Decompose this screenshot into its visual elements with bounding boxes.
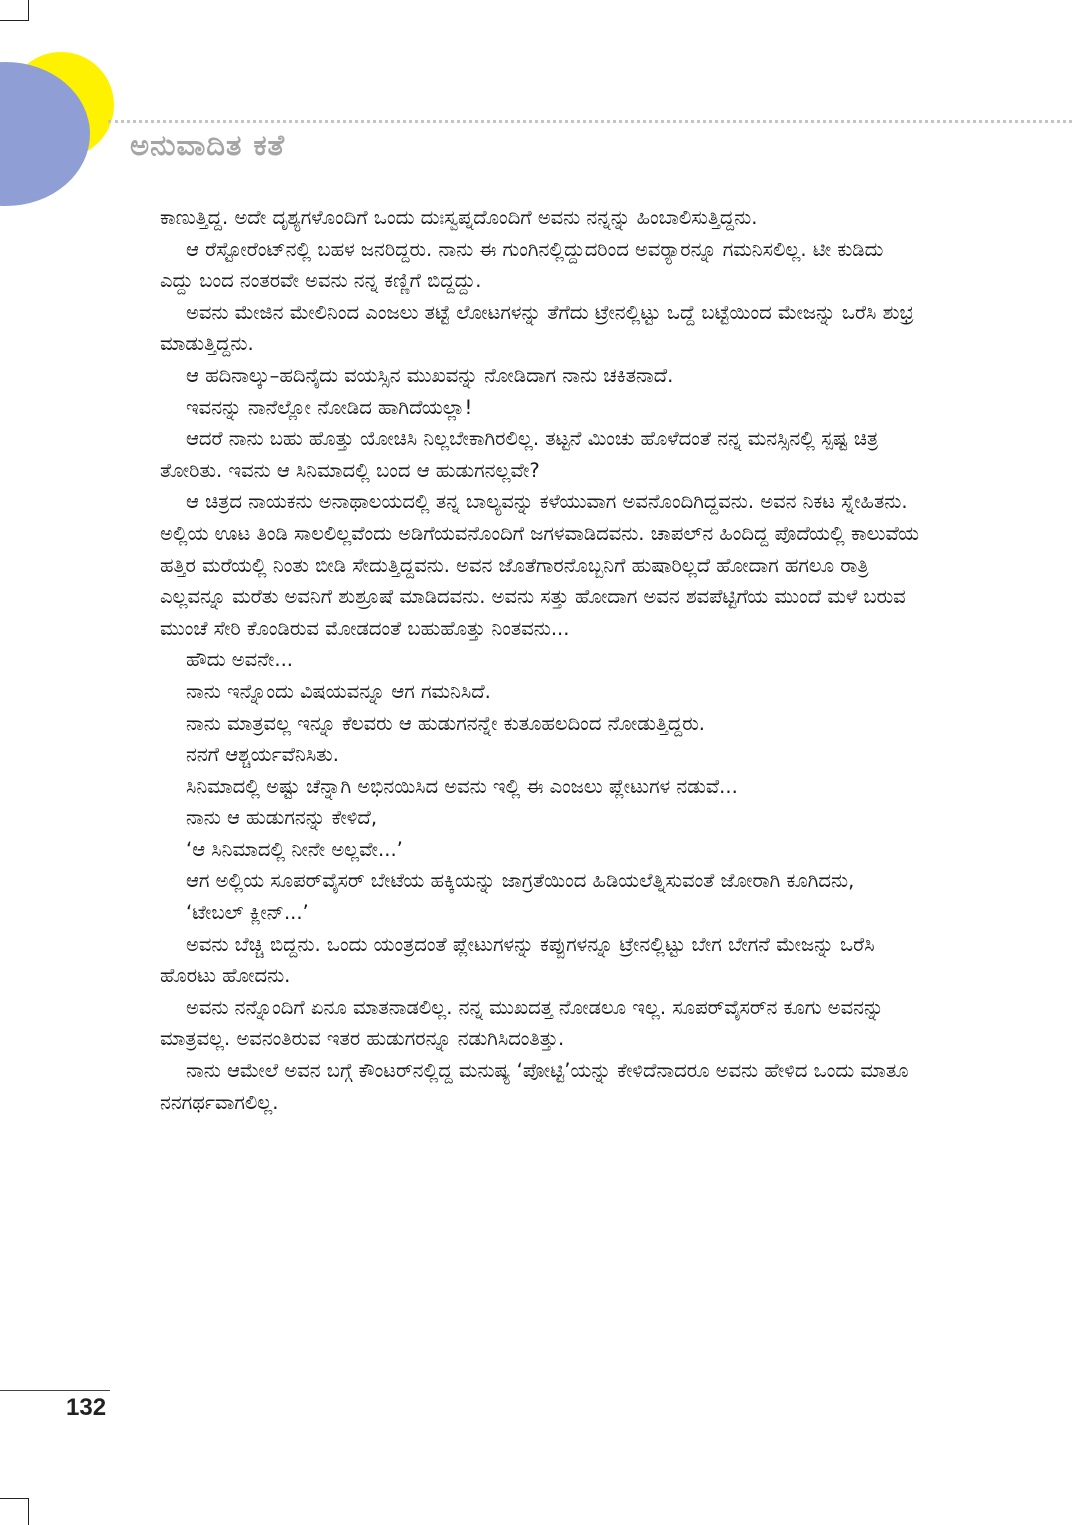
crop-mark-top	[28, 0, 29, 20]
paragraph: ‘ಆ ಸಿನಿಮಾದಲ್ಲಿ ನೀನೇ ಅಲ್ಲವೇ...’	[186, 837, 403, 861]
paragraph: ಆ ಚಿತ್ರದ ನಾಯಕನು ಅನಾಥಾಲಯದಲ್ಲಿ ತನ್ನ ಬಾಲ್ಯವನ್ನು ಕಳೆಯುವಾಗ ಅವನೊಂದಿಗಿದ್ದವನು. ಅವನ ನಿಕಟ ಸ್ನೇಹಿತನು. ಅಲ್ಲಿಯ ಊಟ ತಿಂಡಿ ಸಾಲಲಿಲ್ಲವೆಂದು ಅಡಿಗೆಯವನೊಂದಿಗೆ ಜಗಳವಾಡಿದವನು. ಚಾಪಲ್‌ನ ಹಿಂದಿದ್ದ ಪೊದೆಯಲ್ಲಿ ಕಾಲುವೆಯ ಹತ್ತಿರ ಮರೆಯಲ್ಲಿ ನಿಂತು ಬೀಡಿ ಸೇದುತ್ತಿದ್ದವನು. ಅವನ ಜೊತೆಗಾರನೊಬ್ಬನಿಗೆ ಹುಷಾರಿಲ್ಲದೆ ಹೋದಾಗ ಹಗಲೂ ರಾತ್ರಿ ಎಲ್ಲವನ್ನೂ ಮರೆತು ಅವನಿಗೆ ಶುಶ್ರೂಷೆ ಮಾಡಿದವನು. ಅವನು ಸತ್ತು ಹೋದಾಗ ಅವನ ಶವಪೆಟ್ಟಿಗೆಯ ಮುಂದೆ ಮಳೆ ಬರುವ ಮುಂಚೆ ಸೇರಿ ಕೊಂಡಿರುವ ಮೋಡದಂತೆ ಬಹುಹೊತ್ತು ನಿಂತವನು...	[160, 490, 920, 640]
paragraph: ಹೌದು ಅವನೇ...	[186, 648, 293, 672]
paragraph: ಸಿನಿಮಾದಲ್ಲಿ ಅಷ್ಟು ಚೆನ್ನಾಗಿ ಅಭಿನಯಿಸಿದ ಅವನು ಇಲ್ಲಿ ಈ ಎಂಜಲು ಪ್ಲೇಟುಗಳ ನಡುವೆ...	[186, 774, 738, 798]
page-number: 132	[66, 1394, 107, 1421]
paragraph: ಅವನು ಬೆಚ್ಚಿ ಬಿದ್ದನು. ಒಂದು ಯಂತ್ರದಂತೆ ಪ್ಲೇಟುಗಳನ್ನು ಕಪ್ಪುಗಳನ್ನೂ ಟ್ರೇನಲ್ಲಿಟ್ಟು ಬೇಗ ಬೇಗನೆ ಮೇಜನ್ನು ಒರೆಸಿ ಹೊರಟು ಹೋದನು.	[160, 932, 875, 988]
story-body	[160, 202, 920, 1118]
paragraph: ಆ ರೆಸ್ಟೋರೆಂಟ್‌ನಲ್ಲಿ ಬಹಳ ಜನರಿದ್ದರು. ನಾನು ಈ ಗುಂಗಿನಲ್ಲಿದ್ದುದರಿಂದ ಅವರ್‍ಯಾರನ್ನೂ ಗಮನಿಸಲಿಲ್ಲ. ಟೀ ಕುಡಿದು ಎದ್ದು ಬಂದ ನಂತರವೇ ಅವನು ನನ್ನ ಕಣ್ಣಿಗೆ ಬಿದ್ದದ್ದು.	[160, 237, 884, 293]
paragraph: ಕಾಣುತ್ತಿದ್ದ. ಅದೇ ದೃಶ್ಯಗಳೊಂದಿಗೆ ಒಂದು ದುಃಸ್ವಪ್ನದೊಂದಿಗೆ ಅವನು ನನ್ನನ್ನು ಹಿಂಬಾಲಿಸುತ್ತಿದ್ದನು.	[160, 206, 758, 229]
paragraph: ನಾನು ಆ ಹುಡುಗನನ್ನು ಕೇಳಿದೆ,	[186, 806, 378, 830]
paragraph: ನಾನು ಮಾತ್ರವಲ್ಲ ಇನ್ನೂ ಕೆಲವರು ಆ ಹುಡುಗನನ್ನೇ ಕುತೂಹಲದಿಂದ ನೋಡುತ್ತಿದ್ದರು.	[186, 711, 705, 735]
page-number-rule	[0, 1390, 110, 1391]
paragraph: ಆಗ ಅಲ್ಲಿಯ ಸೂಪರ್‌ವೈಸರ್ ಬೇಟೆಯ ಹಕ್ಕಿಯನ್ನು ಜಾಗ್ರತೆಯಿಂದ ಹಿಡಿಯಲೆತ್ನಿಸುವಂತೆ ಜೋರಾಗಿ ಕೂಗಿದನು,	[186, 869, 855, 893]
crop-mark-bottom-horizontal	[0, 1498, 29, 1499]
paragraph: ಅವನು ನನ್ನೊಂದಿಗೆ ಏನೂ ಮಾತನಾಡಲಿಲ್ಲ. ನನ್ನ ಮುಖದತ್ತ ನೋಡಲೂ ಇಲ್ಲ. ಸೂಪರ್‌ವೈಸರ್‌ನ ಕೂಗು ಅವನನ್ನು ಮಾತ್ರವಲ್ಲ. ಅವನಂತಿರುವ ಇತರ ಹುಡುಗರನ್ನೂ ನಡುಗಿಸಿದಂತಿತ್ತು.	[160, 995, 884, 1051]
paragraph: ನಾನು ಇನ್ನೊಂದು ವಿಷಯವನ್ನೂ ಆಗ ಗಮನಿಸಿದೆ.	[186, 679, 491, 703]
crop-mark-bottom	[28, 1498, 29, 1525]
paragraph: ಇವನನ್ನು ನಾನೆಲ್ಲೋ ನೋಡಿದ ಹಾಗಿದೆಯಲ್ಲಾ!	[186, 395, 473, 419]
paragraph: ಆ ಹದಿನಾಲ್ಕು–ಹದಿನೈದು ವಯಸ್ಸಿನ ಮುಖವನ್ನು ನೋಡಿದಾಗ ನಾನು ಚಕಿತನಾದೆ.	[186, 363, 674, 387]
paragraph: ‘ಟೇಬಲ್ ಕ್ಲೀನ್...’	[186, 901, 309, 925]
crop-mark-top-horizontal	[0, 20, 29, 21]
dotted-header-rule	[108, 120, 1072, 123]
paragraph: ಆದರೆ ನಾನು ಬಹು ಹೊತ್ತು ಯೋಚಿಸಿ ನಿಲ್ಲಬೇಕಾಗಿರಲಿಲ್ಲ. ತಟ್ಟನೆ ಮಿಂಚು ಹೊಳೆದಂತೆ ನನ್ನ ಮನಸ್ಸಿನಲ್ಲಿ ಸ್ಪಷ್ಟ ಚಿತ್ರ ತೋರಿತು. ಇವನು ಆ ಸಿನಿಮಾದಲ್ಲಿ ಬಂದ ಆ ಹುಡುಗನಲ್ಲವೇ?	[160, 427, 879, 482]
paragraph: ಅವನು ಮೇಜಿನ ಮೇಲಿನಿಂದ ಎಂಜಲು ತಟ್ಟೆ ಲೋಟಗಳನ್ನು ತೆಗೆದು ಟ್ರೇನಲ್ಲಿಟ್ಟು ಒದ್ದೆ ಬಟ್ಟೆಯಿಂದ ಮೇಜನ್ನು ಒರೆಸಿ ಶುಭ್ರ ಮಾಡುತ್ತಿದ್ದನು.	[160, 300, 914, 356]
paragraph: ನಾನು ಆಮೇಲೆ ಅವನ ಬಗ್ಗೆ ಕೌಂಟರ್‌ನಲ್ಲಿದ್ದ ಮನುಷ್ಯ ‘ಪೋಟ್ಟಿ’ಯನ್ನು ಕೇಳಿದೆನಾದರೂ ಅವನು ಹೇಳಿದ ಒಂದು ಮಾತೂ ನನಗರ್ಥವಾಗಲಿಲ್ಲ.	[160, 1059, 909, 1114]
section-title: ಅನುವಾದಿತ ಕತೆ	[130, 128, 286, 162]
paragraph: ನನಗೆ ಆಶ್ಚರ್ಯವೆನಿಸಿತು.	[186, 743, 339, 767]
